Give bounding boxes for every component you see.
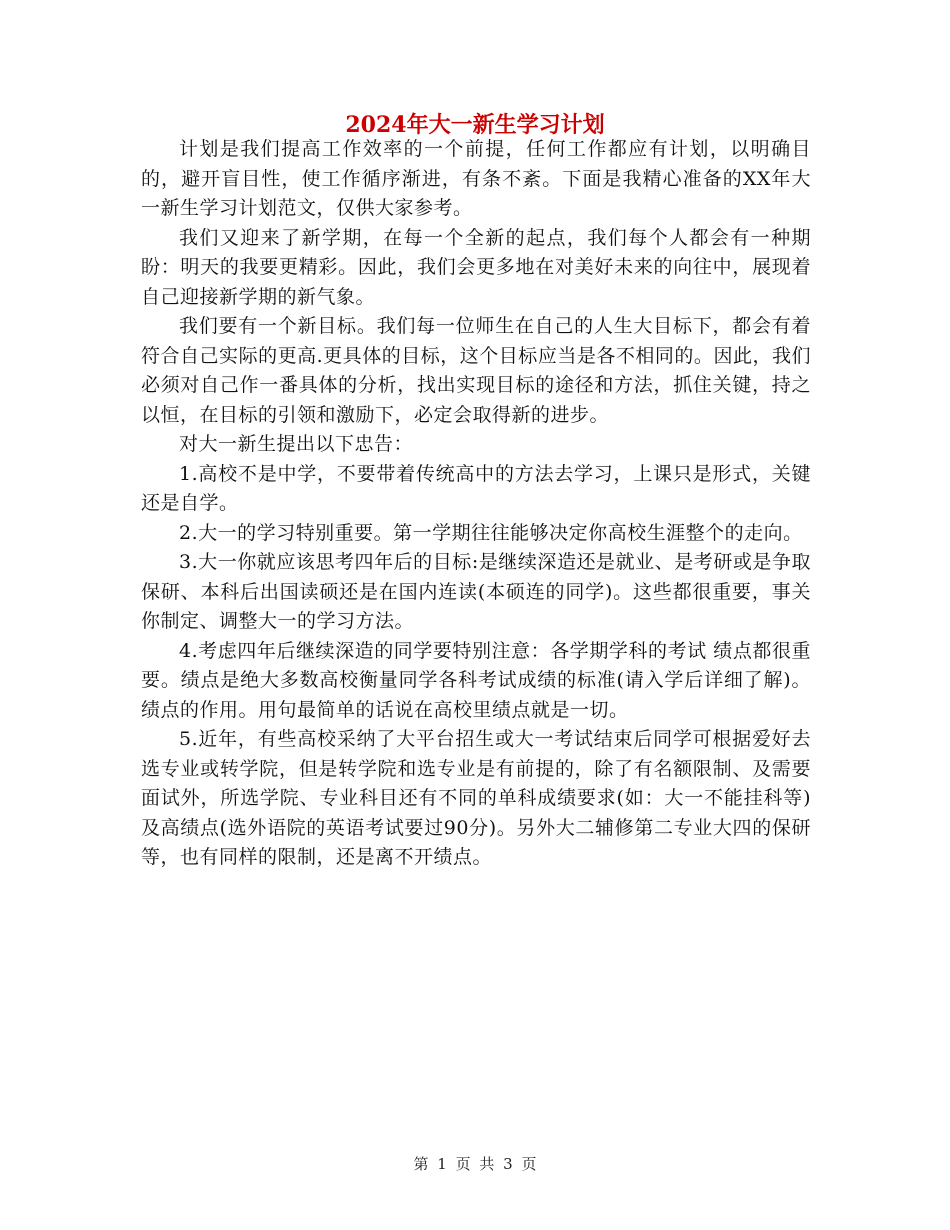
paragraph-intro: 计划是我们提高工作效率的一个前提，任何工作都应有计划，以明确目的，避开盲目性，使工作循序渐进，有条不紊。下面是我精心准备的XX年大一新生学习计划范文，仅供大家参考。 (141, 138, 811, 219)
paragraph-new-semester: 我们又迎来了新学期，在每一个全新的起点，我们每个人都会有一种期盼：明天的我要更精彩。因此，我们会更多地在对美好未来的向往中，展现着自己迎接新学期的新气象。 (141, 226, 811, 308)
advice-item-3: 3.大一你就应该思考四年后的目标:是继续深造还是就业、是考研或是争取保研、本科后出国读硕还是在国内连读(本硕连的同学)。这些都很重要，事关你制定、调整大一的学习方法。 (141, 551, 811, 632)
document-body (141, 135, 811, 873)
advice-item-2: 2.大一的学习特别重要。第一学期往往能够决定你高校生涯整个的走向。 (179, 521, 803, 544)
paragraph-advice-heading: 对大一新生提出以下忠告： (179, 433, 414, 455)
advice-item-4: 4.考虑四年后继续深造的同学要特别注意：各学期学科的考试 绩点都很重要。绩点是绝大多数高校衡量同学各科考试成绩的标准(请入学后详细了解)。绩点的作用。用句最简单的话说在高校里绩点就是一切。 (141, 639, 811, 721)
paragraph-new-goal: 我们要有一个新目标。我们每一位师生在自己的人生大目标下，都会有着符合自己实际的更高.更具体的目标，这个目标应当是各不相同的。因此，我们必须对自己作一番具体的分析，找出实现目标的途径和方法，抓住关键，持之以恒，在目标的引领和激励下，必定会取得新的进步。 (141, 315, 811, 426)
advice-item-5: 5.近年，有些高校采纳了大平台招生或大一考试结束后同学可根据爱好去选专业或转学院，但是转学院和选专业是有前提的，除了有名额限制、及需要面试外，所选学院、专业科目还有不同的单科成绩要求(如：大一不能挂科等)及高绩点(选外语院的英语考试要过90分)。另外大二辅修第二专业大四的保研等，也有同样的限制，还是离不开绩点。 (141, 728, 811, 868)
advice-item-1: 1.高校不是中学，不要带着传统高中的方法去学习，上课只是形式，关键还是自学。 (141, 462, 811, 514)
page-footer: 第 1 页 共 3 页 (413, 1155, 537, 1173)
document-title: 2024年大一新生学习计划 (345, 112, 605, 138)
